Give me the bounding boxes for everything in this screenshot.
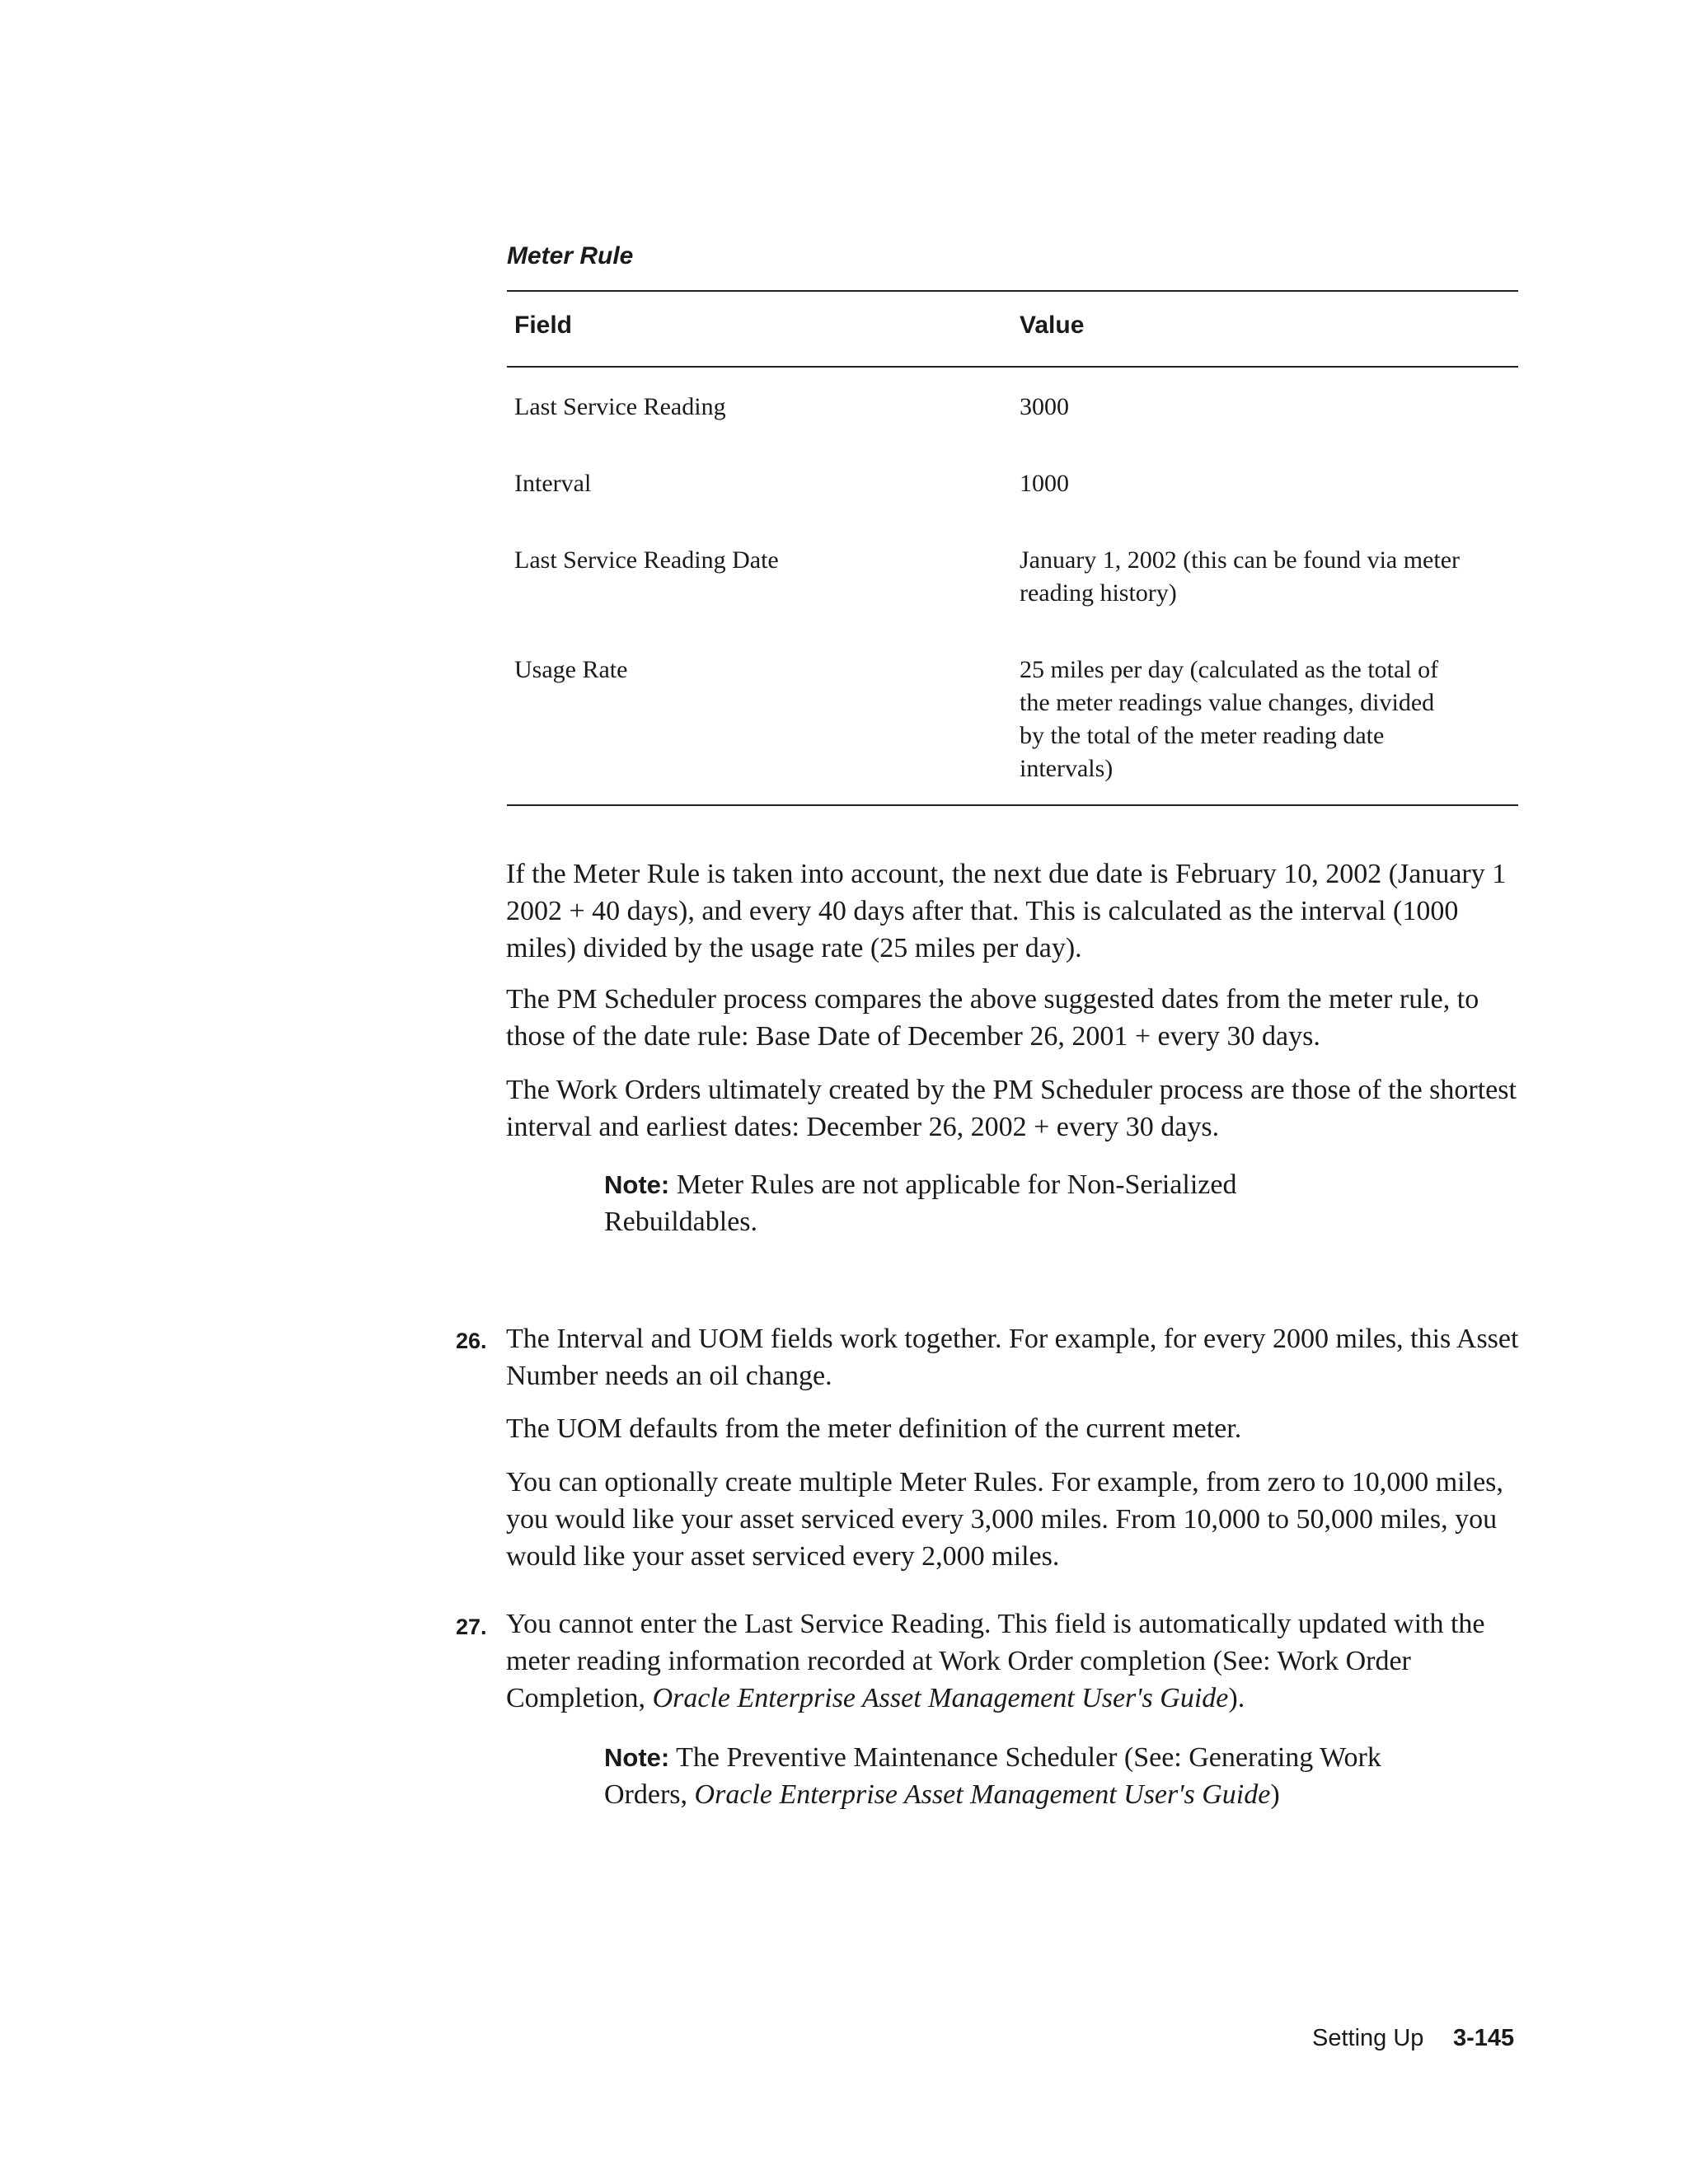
table-cell-field: Last Service Reading Date xyxy=(514,546,779,574)
footer-page-number: 3-145 xyxy=(1453,2025,1515,2051)
column-header-field: Field xyxy=(514,312,573,339)
step-number: 26. xyxy=(456,1329,487,1353)
step-paragraph: The UOM defaults from the meter definition of the current meter. xyxy=(506,1413,1242,1444)
table-cell-line: 25 miles per day (calculated as the total of xyxy=(1020,656,1439,683)
table-cell-line: intervals) xyxy=(1020,755,1114,782)
note-text: ) xyxy=(1270,1779,1280,1810)
table-cell-value: 3000 xyxy=(1020,393,1069,420)
step-paragraph: You can optionally create multiple Meter Rules. For example, from zero to 10,000 miles, you would like your asset serviced every 3,000 miles. From 10,000 to 50,000 miles, you would like your asset serviced every 2,000 miles. xyxy=(506,1467,1503,1572)
table-caption: Meter Rule xyxy=(507,242,634,269)
table-header-rule xyxy=(507,366,1518,368)
step-text: ). xyxy=(1228,1683,1245,1713)
body-paragraph: If the Meter Rule is taken into account, the next due date is February 10, 2002 (January 1 2002 + 40 days), and every 40 days after that. This is calculated as the interval (1000 miles) divided by the usage rate (25 miles per day). xyxy=(506,859,1507,963)
body-paragraph: The Work Orders ultimately created by the PM Scheduler process are those of the shortest interval and earliest dates: December 26, 2002 + every 30 days. xyxy=(506,1075,1517,1142)
table-cell-field: Last Service Reading xyxy=(514,393,726,420)
step-number: 27. xyxy=(456,1615,487,1639)
column-header-value: Value xyxy=(1020,312,1085,339)
table-cell-line: January 1, 2002 (this can be found via meter xyxy=(1020,546,1461,574)
table-cell-field: Interval xyxy=(514,470,592,497)
step-text: You cannot enter the Last Service Reading. This field is automatically updated with the meter reading information recorded at Work Order completion (See: Work Order Completion, xyxy=(506,1609,1485,1713)
table-cell-value: 1000 xyxy=(1020,470,1069,497)
table-cell-value xyxy=(1020,544,1514,610)
table-cell-line: by the total of the meter reading date xyxy=(1020,722,1385,749)
footer-section-title: Setting Up xyxy=(1312,2025,1424,2051)
note-text: The Preventive Maintenance Scheduler (See: Generating Work Orders, xyxy=(604,1742,1381,1810)
note-label: Note: xyxy=(604,1170,670,1199)
body-paragraph: The PM Scheduler process compares the above suggested dates from the meter rule, to those of the date rule: Base Date of December 26, 2001 + every 30 days. xyxy=(506,984,1479,1052)
step-paragraph: The Interval and UOM fields work together. For example, for every 2000 miles, this Asset Number needs an oil change. xyxy=(506,1324,1519,1391)
table-bottom-rule xyxy=(507,804,1518,806)
note-label: Note: xyxy=(604,1743,670,1772)
note-block xyxy=(604,1166,1395,1240)
step-paragraph xyxy=(506,1605,1524,1717)
guide-title: Oracle Enterprise Asset Management User's Guide xyxy=(652,1683,1229,1713)
note-text: Meter Rules are not applicable for Non-Serialized Rebuildables. xyxy=(604,1169,1237,1237)
table-cell-value xyxy=(1020,654,1514,785)
table-cell-line: reading history) xyxy=(1020,579,1177,607)
table-cell-line: the meter readings value changes, divided xyxy=(1020,689,1435,716)
note-block xyxy=(604,1739,1395,1813)
table-top-rule xyxy=(507,290,1518,292)
table-cell-field: Usage Rate xyxy=(514,656,628,683)
guide-title: Oracle Enterprise Asset Management User's Guide xyxy=(694,1779,1271,1810)
